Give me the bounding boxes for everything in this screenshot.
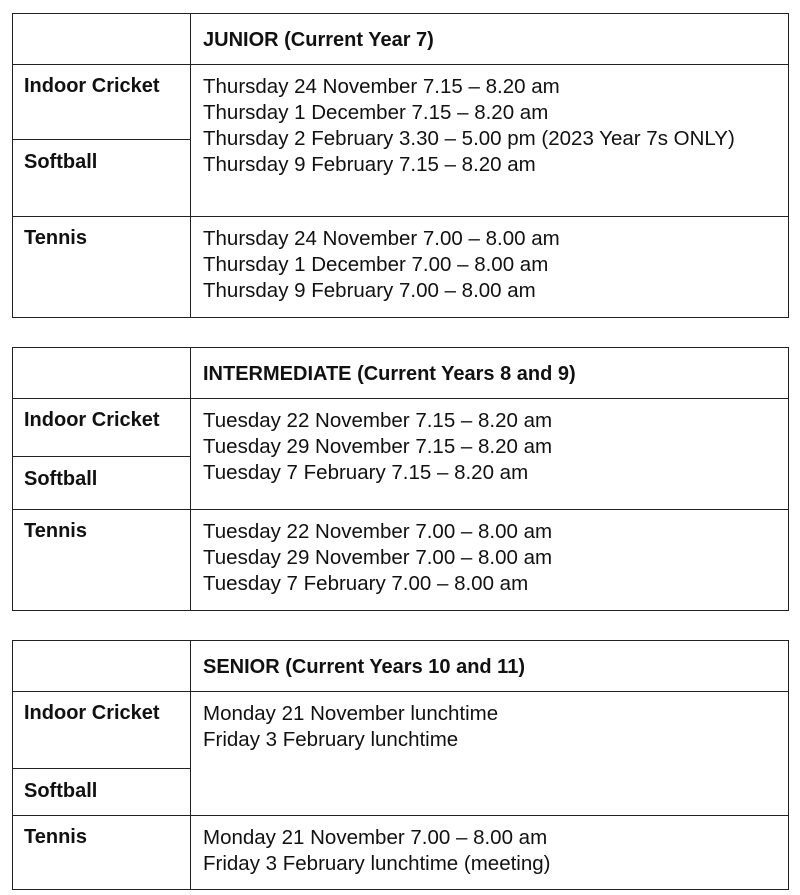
junior-sport-softball: Softball [13, 140, 191, 217]
senior-sport-indoor-cricket: Indoor Cricket [13, 692, 191, 769]
date-line: Tuesday 7 February 7.00 – 8.00 am [203, 572, 529, 595]
date-line: Thursday 24 November 7.15 – 8.20 am [203, 75, 560, 98]
date-line: Thursday 1 December 7.15 – 8.20 am [203, 101, 549, 124]
intermediate-heading: INTERMEDIATE (Current Years 8 and 9) [191, 348, 789, 399]
date-line: Thursday 2 February 3.30 – 5.00 pm (2023 Year 7s ONLY) [203, 127, 735, 150]
date-line: Friday 3 February lunchtime [203, 728, 459, 751]
junior-tennis-dates [191, 217, 789, 318]
date-line: Tuesday 7 February 7.15 – 8.20 am [203, 461, 529, 484]
senior-schedule-table [12, 640, 789, 890]
senior-sport-tennis: Tennis [13, 816, 191, 890]
senior-heading: SENIOR (Current Years 10 and 11) [191, 641, 789, 692]
senior-cricket-softball-dates [191, 692, 789, 816]
date-line: Monday 21 November lunchtime [203, 702, 499, 725]
date-line: Thursday 9 February 7.00 – 8.00 am [203, 279, 536, 302]
junior-corner-cell [13, 14, 191, 65]
date-line: Thursday 1 December 7.00 – 8.00 am [203, 253, 549, 276]
intermediate-corner-cell [13, 348, 191, 399]
date-line: Friday 3 February lunchtime (meeting) [203, 852, 551, 875]
senior-sport-softball: Softball [13, 769, 191, 816]
date-line: Monday 21 November 7.00 – 8.00 am [203, 826, 548, 849]
intermediate-schedule-table [12, 347, 789, 611]
intermediate-cricket-softball-dates [191, 399, 789, 510]
intermediate-sport-tennis: Tennis [13, 510, 191, 611]
intermediate-sport-softball: Softball [13, 457, 191, 510]
date-line: Tuesday 29 November 7.15 – 8.20 am [203, 435, 553, 458]
date-line: Thursday 9 February 7.15 – 8.20 am [203, 153, 536, 176]
intermediate-tennis-dates [191, 510, 789, 611]
junior-sport-tennis: Tennis [13, 217, 191, 318]
junior-sport-indoor-cricket: Indoor Cricket [13, 65, 191, 140]
date-line: Tuesday 22 November 7.15 – 8.20 am [203, 409, 553, 432]
senior-tennis-dates [191, 816, 789, 890]
junior-cricket-softball-dates [191, 65, 789, 217]
senior-corner-cell [13, 641, 191, 692]
junior-schedule-table [12, 13, 789, 318]
intermediate-sport-indoor-cricket: Indoor Cricket [13, 399, 191, 457]
date-line: Tuesday 29 November 7.00 – 8.00 am [203, 546, 553, 569]
junior-heading: JUNIOR (Current Year 7) [191, 14, 789, 65]
date-line: Thursday 24 November 7.00 – 8.00 am [203, 227, 560, 250]
date-line: Tuesday 22 November 7.00 – 8.00 am [203, 520, 553, 543]
